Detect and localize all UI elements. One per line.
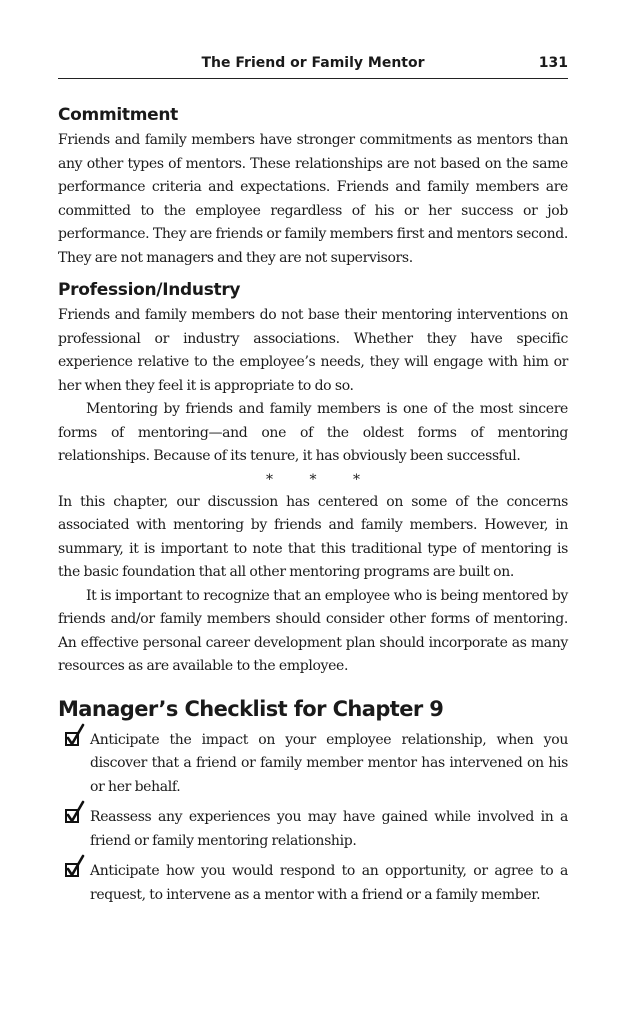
- checklist-item-text: Anticipate the impact on your employee relationship, when you discover that a friend or family member mentor has intervened on his or her behalf.: [90, 731, 568, 795]
- body-paragraph: Mentoring by friends and family members is one of the most sincere forms of mentoring—and one of the oldest forms of mentoring relationships. Because of its tenure, it has obviously been successful.: [58, 401, 568, 464]
- checklist-item-text: Reassess any experiences you may have gained while involved in a friend or family mentoring relationship.: [90, 809, 568, 849]
- body-paragraph: Friends and family members have stronger commitments as mentors than any other types of mentors. These relationships are not based on the same performance criteria and expectations. Friends and family members are committed to the employee regardless of his or her success or job performance. They are friends or family members first and mentors second. They are not managers and they are not supervisors.: [58, 132, 568, 266]
- checklist-item: [58, 729, 568, 800]
- body-paragraph: In this chapter, our discussion has centered on some of the concerns associated with mentoring by friends and family members. However, in summary, it is important to note that this traditional type of mentoring is the basic foundation that all other mentoring programs are built on.: [58, 493, 568, 580]
- running-title: The Friend or Family Mentor: [201, 55, 425, 71]
- managers-checklist: [58, 697, 568, 908]
- checkbox-checked-icon: [64, 800, 86, 826]
- checklist-item-text: Anticipate how you would respond to an opportunity, or agree to a request, to intervene as a mentor with a friend or a family member.: [90, 863, 568, 903]
- section-commitment: [58, 105, 568, 270]
- section-heading: Profession/Industry: [58, 280, 241, 300]
- running-header: [58, 50, 568, 79]
- checklist-item: [58, 806, 568, 853]
- page-number: 131: [538, 55, 568, 71]
- checklist-title: Manager’s Checklist for Chapter 9: [58, 696, 444, 721]
- section-heading: Commitment: [58, 105, 179, 125]
- book-page: [58, 50, 568, 914]
- body-paragraph: It is important to recognize that an employee who is being mentored by friends and/or family members should consider other forms of mentoring. An effective personal career development plan should incorporate as many resources as are available to the employee.: [58, 587, 568, 674]
- section-profession-industry: [58, 280, 568, 469]
- checkbox-checked-icon: [64, 854, 86, 880]
- checkbox-checked-icon: [64, 723, 86, 749]
- body-paragraph: Friends and family members do not base their mentoring interventions on professional or industry associations. Whether they have specific experience relative to the employee’s needs, they will engage with him or her when they feel it is appropriate to do so.: [58, 307, 568, 394]
- checklist-item: [58, 860, 568, 907]
- section-separator: * * *: [266, 471, 376, 488]
- chapter-summary: [58, 491, 568, 679]
